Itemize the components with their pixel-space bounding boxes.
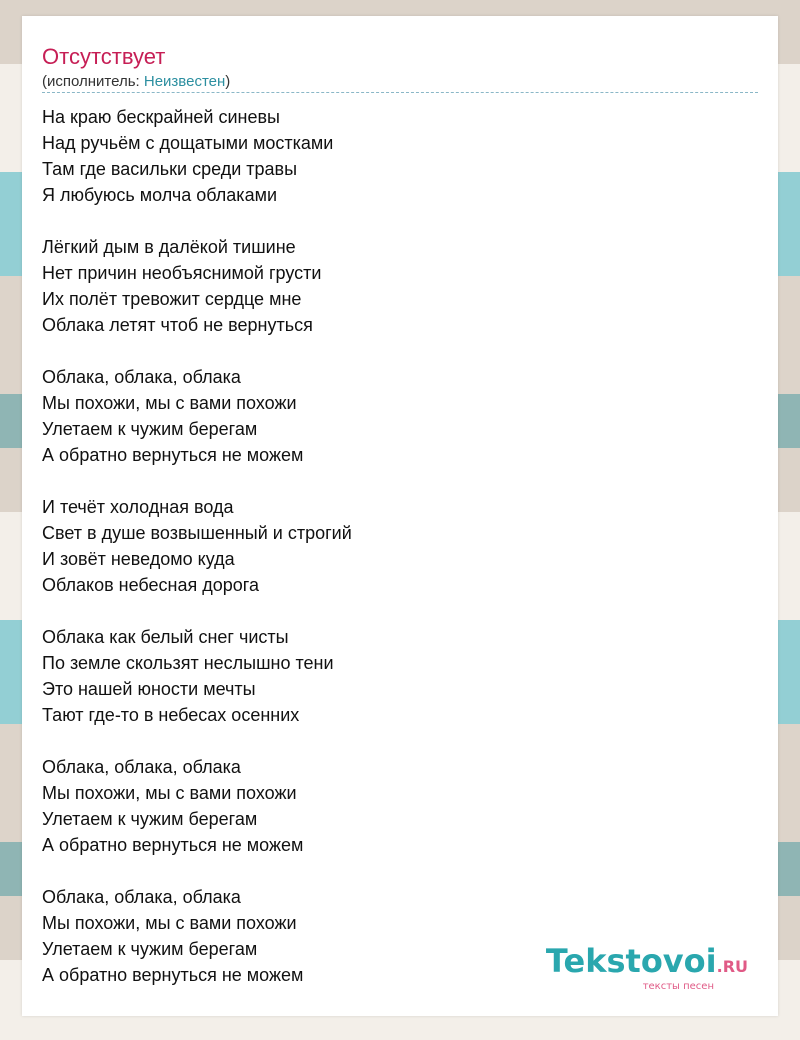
logo-tagline: тексты песен (642, 981, 714, 992)
lyric-line: Улетаем к чужим берегам (42, 939, 258, 959)
lyric-line: Нет причин необъяснимой грусти (42, 263, 322, 283)
lyric-line: Улетаем к чужим берегам (42, 809, 258, 829)
lyric-line: Свет в душе возвышенный и строгий (42, 523, 352, 543)
lyric-line: На краю бескрайней синевы (42, 107, 280, 127)
lyric-line: Улетаем к чужим берегам (42, 419, 258, 439)
stanza (42, 884, 352, 988)
lyric-line: Я любуюсь молча облаками (42, 185, 278, 205)
logo-tld: .RU (716, 957, 748, 976)
artist-line (42, 73, 230, 91)
lyric-line: Облака как белый снег чисты (42, 627, 289, 647)
lyrics-card (22, 16, 778, 1016)
stanza (42, 494, 352, 598)
stanza (42, 234, 352, 338)
lyric-line: Облака, облака, облака (42, 757, 241, 777)
lyrics-body (42, 104, 352, 1014)
logo-wordmark (546, 944, 748, 984)
divider (42, 92, 758, 93)
lyric-line: И зовёт неведомо куда (42, 549, 235, 569)
lyric-line: Лёгкий дым в далёкой тишине (42, 237, 296, 257)
lyric-line: А обратно вернуться не можем (42, 965, 304, 985)
logo-name: Tekstovoi (545, 942, 717, 980)
lyric-line: А обратно вернуться не можем (42, 835, 304, 855)
lyric-line: Мы похожи, мы с вами похожи (42, 913, 297, 933)
lyric-line: Облака, облака, облака (42, 887, 241, 907)
lyric-line: Это нашей юности мечты (42, 679, 256, 699)
artist-prefix: (исполнитель: (42, 73, 144, 90)
artist-link[interactable]: Неизвестен (143, 73, 226, 90)
lyric-line: Облака летят чтоб не вернуться (42, 315, 313, 335)
stanza (42, 754, 352, 858)
stanza (42, 104, 352, 208)
artist-suffix: ) (225, 73, 231, 90)
lyric-line: Мы похожи, мы с вами похожи (42, 393, 297, 413)
lyric-line: И течёт холодная вода (42, 497, 234, 517)
lyric-line: Там где васильки среди травы (42, 159, 298, 179)
site-logo[interactable] (546, 944, 748, 992)
lyric-line: Облаков небесная дорога (42, 575, 259, 595)
lyric-line: Мы похожи, мы с вами похожи (42, 783, 297, 803)
song-title: Отсутствует (42, 44, 166, 69)
lyric-line: Тают где-то в небесах осенних (42, 705, 300, 725)
lyric-line: Их полёт тревожит сердце мне (42, 289, 302, 309)
lyric-line: А обратно вернуться не можем (42, 445, 304, 465)
lyric-line: Над ручьём с дощатыми мостками (42, 133, 334, 153)
stanza (42, 364, 352, 468)
lyric-line: По земле скользят неслышно тени (42, 653, 334, 673)
stanza (42, 624, 352, 728)
lyric-line: Облака, облака, облака (42, 367, 241, 387)
